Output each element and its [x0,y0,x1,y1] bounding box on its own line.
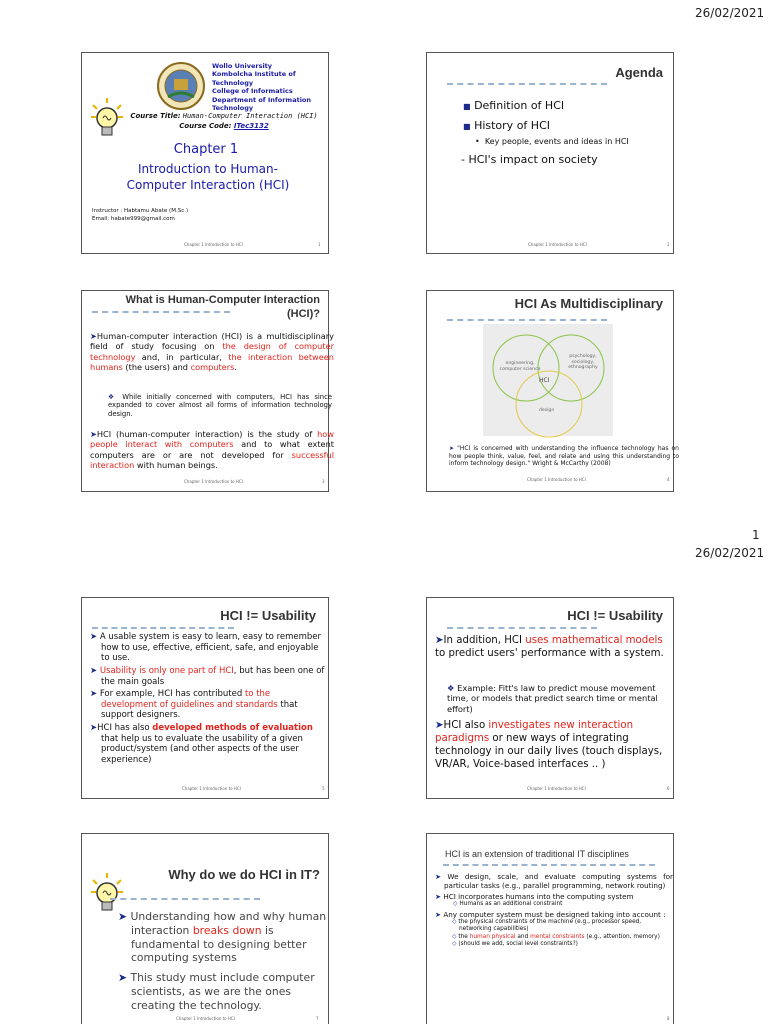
text: This study must include computer scientists, as we are the ones creating the technology. [130,971,315,1012]
definition-paragraph [90,331,334,372]
fitts-law-subbullet [447,683,673,714]
agenda-item: Definition of HCI [474,99,565,112]
institute-name: Kombolcha Institute of Technology [212,70,296,87]
page-number: 1 [752,528,760,542]
text: HCI has also [97,723,153,733]
title-divider [447,319,607,321]
diamond-bullet-icon: ◇ [452,933,457,940]
slide-title: Agenda [615,65,663,80]
department-name: Department of Information Technology [212,95,312,113]
course-code-line [118,122,330,131]
text: HCI (human-computer interaction) is the study of [96,429,318,439]
slide-footer: Chapter 1 Introduction to HCI [182,786,241,791]
highlight: the interaction between humans [90,351,334,372]
text: the physical constraints of the machine (e.g., processor speed, networking capabilities) [458,919,642,933]
text: or new ways of integrating technology in our daily lives (touch displays, VR/AR, Voice-based interfaces .. ) [435,733,663,771]
quote-text: "HCI is concerned with understanding the influence technology has on how people think, value, feel, and relate and using this understanding to inform technology design." Wright & McCarthy (2008) [449,445,679,467]
arrow-bullet-icon: ➤ [435,720,444,731]
highlight: how people interact with computers [90,429,334,450]
slide-4-multidisciplinary [426,290,679,492]
text: Understanding how and why human interaction [130,910,327,937]
arrow-bullet-icon: ➤ [435,872,442,881]
date-top: 26/02/2021 [695,6,765,20]
slide-number: 1 [318,242,321,247]
agenda-item: History of HCI [474,118,550,132]
arrow-bullet-icon: ➤ [90,632,98,642]
text: and, in particular, [135,351,229,362]
highlight: breaks down [192,923,262,937]
course-title-line [118,112,330,121]
usability-bullets [90,632,328,766]
slide-number: 7 [316,1016,319,1021]
slide-number: 2 [667,242,670,247]
highlight: Usability is only one part of HCI [99,665,234,676]
slide-number: 6 [667,786,670,791]
arrow-bullet-icon: ➤ [90,331,97,341]
highlight: to the development of guidelines and standards [101,689,278,710]
title-divider [92,627,234,629]
highlight: successful interaction [90,449,334,470]
university-seal-icon [156,61,206,111]
text: and to what extent computers are or are not developed for [90,439,334,460]
title-divider [447,83,607,85]
venn-right-label: psychology, sociology, ethnography [568,354,598,370]
text: We design, scale, and evaluate computing systems for particular tasks (e.g., parallel programming, network routing) [444,872,673,890]
text: the [458,933,470,940]
instructor-email: Email: habate999@gmail.com [92,216,175,222]
arrow-bullet-icon: ➤ [449,445,455,452]
title-divider [110,898,260,900]
text: to predict users' performance with a system. [435,648,664,660]
hci-models-bullet [435,634,675,660]
slide-footer: Chapter 1 Introduction to HCI [528,242,587,247]
slide-1-title [81,52,329,254]
title-divider [443,864,655,866]
text: In addition, HCI [443,635,526,646]
bullet-icon: ■ [463,102,471,111]
agenda-subitem: Key people, events and ideas in HCI [484,136,629,146]
text: Any computer system must be designed taking into account : [443,910,666,920]
arrow-bullet-icon: ➤ [118,910,128,923]
title-divider [92,311,230,313]
course-code: ITec3132 [233,122,269,130]
slide-footer: Chapter 1 Introduction to HCI [184,479,243,484]
venn-diagram [483,324,613,436]
it-extension-bullets [435,872,673,948]
text: , but has been one of the main goals [101,665,325,687]
venn-left-label: engineering, computer science [499,361,541,372]
slide-8-it-extension [426,833,674,1024]
text: While initially concerned with computers, HCI has since expanded to cover almost all forms of information technology design. [108,393,332,418]
highlight: investigates new interaction paradigms [435,720,634,745]
arrow-bullet-icon: ➤ [435,635,444,646]
paradigms-bullet [435,719,675,771]
slide-number: 5 [322,786,325,791]
slide-footer: Chapter 1 Introduction to HCI [184,242,243,247]
slide-title: HCI As Multidisciplinary [514,296,663,311]
university-name: Wollo University [212,62,273,70]
slide-6-usability [426,597,674,799]
text: that support designers. [101,699,298,721]
text: (should we add, social level constraints?) [458,940,578,947]
arrow-bullet-icon: ➤ [435,910,442,920]
slide-title: HCI != Usability [220,608,316,623]
slide-footer: Chapter 1 Introduction to HCI [527,786,586,791]
slide-title: HCI != Usability [567,608,663,623]
chapter-heading: Introduction to Human-Computer Interaction (HCI) [126,162,290,192]
why-hci-bullets [118,910,330,1013]
highlight: computers [190,361,235,372]
arrow-bullet-icon: ➤ [118,971,128,985]
college-name: College of Informatics [212,87,293,96]
slide-5-usability [81,597,329,799]
course-code-label: Course Code: [179,122,232,130]
text: HCI incorporates humans into the computing system [443,892,634,901]
slide-3-what-is-hci [81,290,334,492]
slide-2-agenda [426,52,674,254]
diamond-bullet-icon: ◇ [452,919,457,926]
arrow-bullet-icon: ➤ [435,892,442,901]
text: Humans as an additional constraint [459,901,563,907]
text: that help us to evaluate the usability of a given product/system (and other aspects of the user experience) [101,733,303,765]
arrow-bullet-icon: ➤ [90,689,98,700]
slide-number: 3 [322,479,325,484]
slide-number: 4 [667,477,670,482]
text: with human beings. [134,459,218,470]
slide-title: Why do we do HCI in IT? [168,867,320,882]
instructor-name: Instructor : Habtamu Abate (M.Sc.) [92,208,189,214]
text: (e.g., attention, memory) [584,933,660,940]
quote [449,445,679,468]
slide-7-why-hci [81,833,329,1024]
agenda-list [463,99,629,166]
text: is fundamental to designing better computing systems [131,923,307,965]
bullet-icon: ■ [463,121,471,131]
study-paragraph [90,429,334,470]
venn-center-label: HCI [539,377,550,384]
date-mid: 26/02/2021 [695,546,765,560]
highlight: human physical [469,933,516,940]
course-title-label: Course Title: [130,112,181,120]
sub-bullet [108,393,332,418]
text: A usable system is easy to learn, easy to remember how to use, effective, efficient, safe, and enjoyable to use. [99,632,322,664]
slide-number: 8 [667,1016,670,1021]
slide-footer: Chapter 1 Introduction to HCI [176,1016,235,1021]
course-title: Human-Computer Interaction (HCI) [182,112,318,120]
university-lines [212,62,328,113]
highlight: the design of computer technology [90,341,334,362]
slide-footer: Chapter 1 Introduction to HCI [527,477,586,482]
slide-title: HCI is an extension of traditional IT disciplines [445,849,629,859]
chapter-label: Chapter 1 [173,142,239,157]
highlight: mental constraints [530,933,585,940]
highlight: uses mathematical models [525,635,663,646]
text: (the users) and [122,361,191,372]
title-divider [447,627,597,629]
venn-bottom-label: design [539,408,555,413]
diamond-bullet-icon: ◇ [453,901,458,907]
highlight: developed methods of evaluation [152,723,313,733]
arrow-bullet-icon: ➤ [90,665,98,676]
dot-bullet-icon: • [475,136,480,146]
slide-title: What is Human-Computer Interaction (HCI)? [125,294,320,320]
arrow-bullet-icon: ➤ [90,723,98,733]
text: . [234,361,237,372]
text: For example, HCI has contributed [99,689,245,700]
diamond-bullet-icon: ❖ [447,683,455,693]
text: Example: Fitt's law to predict mouse movement time, or models that predict search time or mental effort) [447,683,658,714]
arrow-bullet-icon: ➤ [90,429,97,439]
diamond-bullet-icon: ❖ [108,393,118,401]
text: HCI also [443,720,489,731]
text: and [515,933,531,940]
agenda-item: - HCI's impact on society [461,152,598,166]
text: Human-computer interaction (HCI) is a multidisciplinary field of study focusing on [90,331,334,352]
diamond-bullet-icon: ◇ [452,940,457,947]
